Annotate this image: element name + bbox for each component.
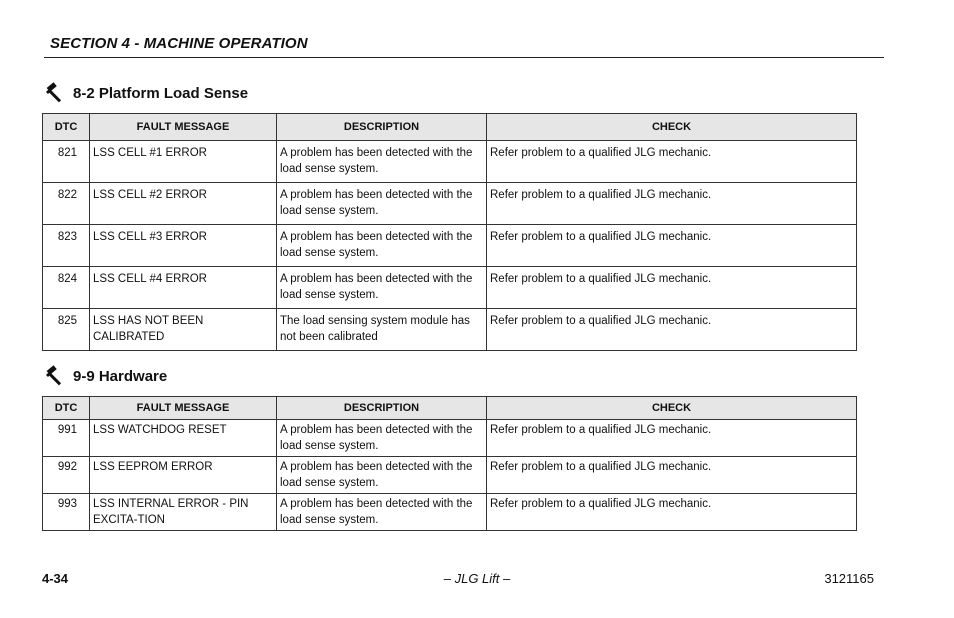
column-header-check: CHECK [487,397,857,420]
dtc-table-load-sense [42,113,857,351]
column-header-check: CHECK [487,114,857,141]
fault-message: LSS WATCHDOG RESET [90,420,277,457]
fault-check: Refer problem to a qualified JLG mechanic. [487,494,857,531]
fault-description: A problem has been detected with the load sense system. [277,225,487,267]
fault-check: Refer problem to a qualified JLG mechanic. [487,267,857,309]
fault-message: LSS HAS NOT BEEN CALIBRATED [90,309,277,351]
fault-message: LSS CELL #3 ERROR [90,225,277,267]
column-header-dtc: DTC [43,114,90,141]
page-number: 4-34 [42,571,69,586]
footer-brand: – JLG Lift – [443,571,511,586]
table-row [43,420,857,457]
table-row [43,183,857,225]
table-header-row [43,114,857,141]
fault-description: The load sensing system module has not been calibrated [277,309,487,351]
fault-check: Refer problem to a qualified JLG mechanic. [487,457,857,494]
dtc-table-hardware [42,396,857,531]
column-header-description: DESCRIPTION [277,114,487,141]
subsection-title: 9-9 Hardware [73,367,168,385]
dtc-code: 823 [43,225,90,267]
table-row [43,309,857,351]
fault-check: Refer problem to a qualified JLG mechanic. [487,183,857,225]
fault-description: A problem has been detected with the load sense system. [277,141,487,183]
dtc-code: 992 [43,457,90,494]
dtc-code: 822 [43,183,90,225]
table-header-row [43,397,857,420]
dtc-code: 991 [43,420,90,457]
wrench-hammer-icon [44,82,68,104]
fault-message: LSS EEPROM ERROR [90,457,277,494]
fault-description: A problem has been detected with the load sense system. [277,457,487,494]
header-divider [44,57,884,58]
dtc-code: 821 [43,141,90,183]
column-header-fault-message: FAULT MESSAGE [90,114,277,141]
table-row [43,267,857,309]
table-row [43,141,857,183]
section-header: SECTION 4 - MACHINE OPERATION [50,35,308,52]
subsection-title: 8-2 Platform Load Sense [73,84,249,102]
fault-message: LSS INTERNAL ERROR - PIN EXCITA-TION [90,494,277,531]
table-row [43,494,857,531]
fault-check: Refer problem to a qualified JLG mechanic. [487,225,857,267]
fault-message: LSS CELL #4 ERROR [90,267,277,309]
column-header-dtc: DTC [43,397,90,420]
fault-message: LSS CELL #2 ERROR [90,183,277,225]
dtc-code: 824 [43,267,90,309]
column-header-description: DESCRIPTION [277,397,487,420]
fault-description: A problem has been detected with the load sense system. [277,494,487,531]
fault-description: A problem has been detected with the load sense system. [277,183,487,225]
dtc-code: 825 [43,309,90,351]
fault-description: A problem has been detected with the load sense system. [277,420,487,457]
fault-check: Refer problem to a qualified JLG mechanic. [487,309,857,351]
table-row [43,457,857,494]
fault-description: A problem has been detected with the load sense system. [277,267,487,309]
fault-check: Refer problem to a qualified JLG mechanic. [487,420,857,457]
subsection-heading-hardware [44,365,167,387]
subsection-heading-load-sense [44,82,248,104]
fault-check: Refer problem to a qualified JLG mechanic. [487,141,857,183]
wrench-hammer-icon [44,365,68,387]
column-header-fault-message: FAULT MESSAGE [90,397,277,420]
document-number: 3121165 [824,571,874,586]
fault-message: LSS CELL #1 ERROR [90,141,277,183]
table-row [43,225,857,267]
dtc-code: 993 [43,494,90,531]
